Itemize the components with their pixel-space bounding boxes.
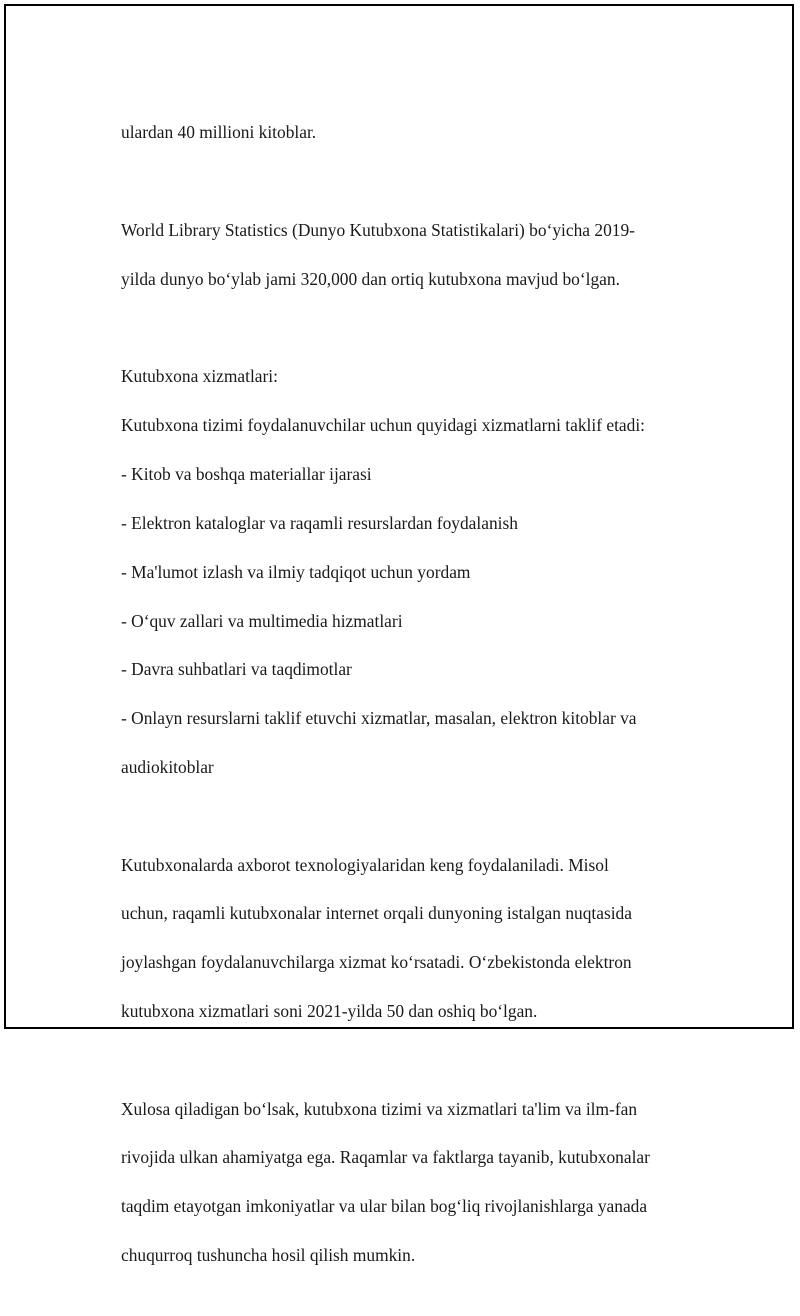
document-body [121, 96, 701, 1316]
paragraph-intro-tail [121, 96, 701, 169]
paragraph-services [121, 340, 701, 804]
list-item: - Kitob va boshqa materiallar ijarasi [121, 464, 372, 485]
text-line: Xulosa qiladigan bo‘lsak, kutubxona tizimi va xizmatlari ta'lim va ilm-fan [121, 1098, 638, 1119]
paragraph-technology [121, 828, 701, 1048]
section-heading: Kutubxona xizmatlari: [121, 366, 278, 387]
list-item: - Elektron kataloglar va raqamli resurslardan foydalanish [121, 512, 518, 533]
text-line: kutubxona xizmatlari soni 2021-yilda 50 dan oshiq bo‘lgan. [121, 1000, 538, 1021]
paragraph-statistics [121, 194, 701, 316]
list-item: - Ma'lumot izlash va ilmiy tadqiqot uchun yordam [121, 561, 471, 582]
text-line: World Library Statistics (Dunyo Kutubxona Statistikalari) bo‘yicha 2019- [121, 220, 635, 241]
document-page [4, 4, 794, 1266]
text-line: yilda dunyo bo‘ylab jami 320,000 dan ortiq kutubxona mavjud bo‘lgan. [121, 268, 620, 289]
list-item: - O‘quv zallari va multimedia hizmatlari [121, 610, 403, 631]
text-line: Kutubxonalarda axborot texnologiyalaridan keng foydalaniladi. Misol [121, 854, 609, 875]
text-line: ulardan 40 millioni kitoblar. [121, 122, 317, 143]
text-line: joylashgan foydalanuvchilarga xizmat ko‘rsatadi. O‘zbekistonda elektron [121, 952, 632, 973]
list-item: - Onlayn resurslarni taklif etuvchi xizmatlar, masalan, elektron kitoblar va [121, 708, 637, 729]
text-line: taqdim etayotgan imkoniyatlar va ular bilan bog‘liq rivojlanishlarga yanada [121, 1196, 648, 1217]
list-item-continuation: audiokitoblar [121, 756, 214, 777]
text-line: uchun, raqamli kutubxonalar internet orqali dunyoning istalgan nuqtasida [121, 903, 632, 924]
text-line: Kutubxona tizimi foydalanuvchilar uchun quyidagi xizmatlarni taklif etadi: [121, 415, 645, 436]
list-item: - Davra suhbatlari va taqdimotlar [121, 659, 352, 680]
text-line: chuqurroq tushuncha hosil qilish mumkin. [121, 1245, 416, 1266]
text-line: rivojida ulkan ahamiyatga ega. Raqamlar va faktlarga tayanib, kutubxonalar [121, 1147, 650, 1168]
paragraph-conclusion [121, 1072, 701, 1292]
